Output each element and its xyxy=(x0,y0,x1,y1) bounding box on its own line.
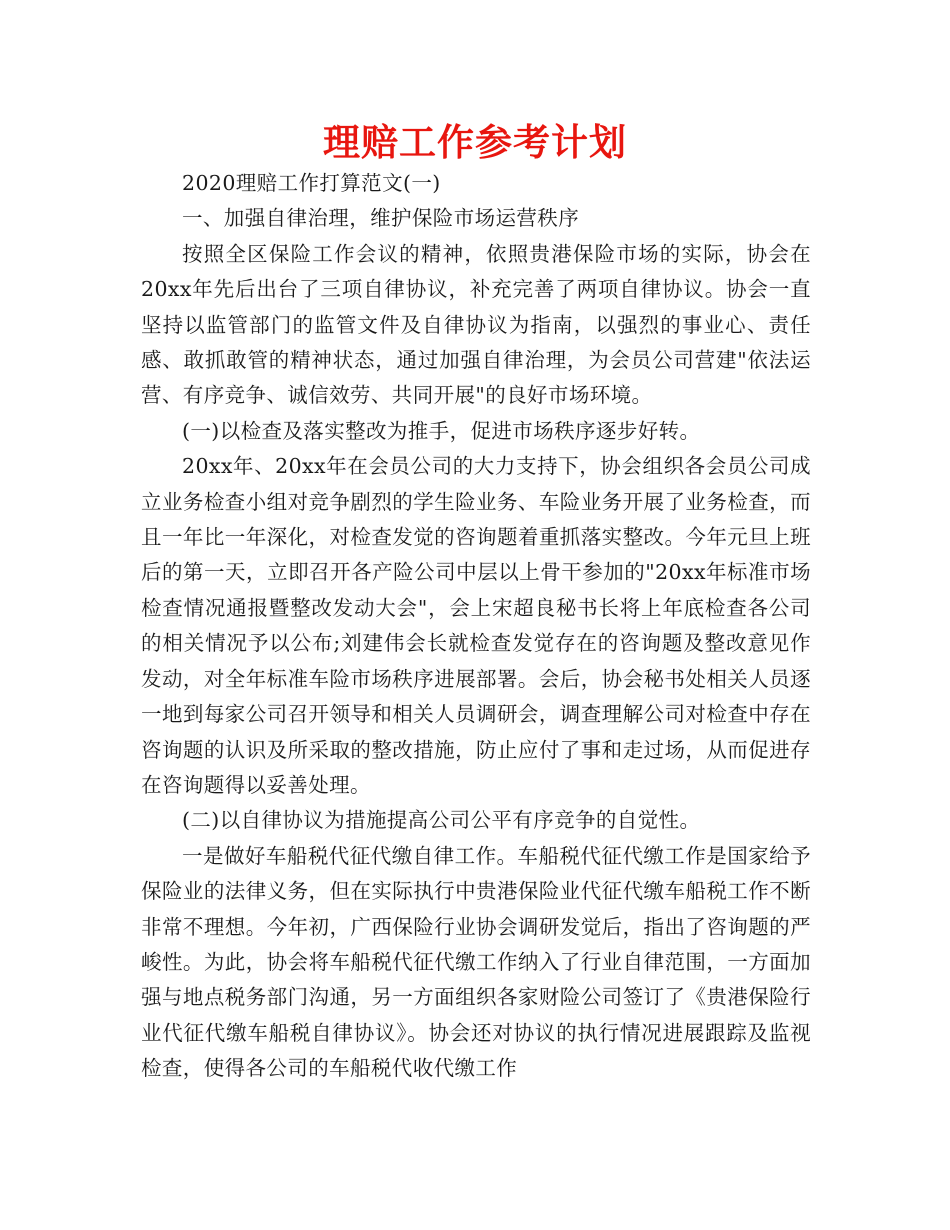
paragraph: 一是做好车船税代征代缴自律工作。车船税代征代缴工作是国家给予保险业的法律义务，但在实际执行中贵港保险业代征代缴车船税工作不断非常不理想。今年初，广西保险行业协会调研发觉后，指出了咨询题的严峻性。为此，协会将车船税代征代缴工作纳入了行业自律范围，一方面加强与地点税务部门沟通，另一方面组织各家财险公司签订了《贵港保险行业代征代缴车船税自律协议》。协会还对协议的执行情况进展跟踪及监视检查，使得各公司的车船税代收代缴工作 xyxy=(141,843,811,1081)
paragraph: 按照全区保险工作会议的精神，依照贵港保险市场的实际，协会在20xx年先后出台了三项自律协议，补充完善了两项自律协议。协会一直坚持以监管部门的监管文件及自律协议为指南，以强烈的事业心、责任感、敢抓敢管的精神状态，通过加强自律治理，为会员公司营建"依法运营、有序竞争、诚信效劳、共同开展"的良好市场环境。 xyxy=(141,241,811,408)
paragraph-subtitle: 2020理赔工作打算范文(一) xyxy=(182,171,441,195)
paragraph-section-heading: 一、加强自律治理，维护保险市场运营秩序 xyxy=(182,206,580,231)
paragraph-subheading: (二)以自律协议为措施提高公司公平有序竞争的自觉性。 xyxy=(182,808,701,833)
paragraph: 20xx年、20xx年在会员公司的大力支持下，协会组织各会员公司成立业务检查小组对竞争剧烈的学生险业务、车险业务开展了业务检查，而且一年比一年深化，对检查发觉的咨询题着重抓落实整改。今年元旦上班后的第一天，立即召开各产险公司中层以上骨干参加的"20xx年标准市场检查情况通报暨整改发动大会"，会上宋超良秘书长将上年底检查各公司的相关情况予以公布;刘建伟会长就检查发觉存在的咨询题及整改意见作发动，对全年标准车险市场秩序进展部署。会后，协会秘书处相关人员逐一地到每家公司召开领导和相关人员调研会，调查理解公司对检查中存在咨询题的认识及所采取的整改措施，防止应付了事和走过场，从而促进存在咨询题得以妥善处理。 xyxy=(141,454,811,797)
document-title: 理赔工作参考计划 xyxy=(323,121,627,164)
document-body xyxy=(141,166,811,1087)
paragraph-subheading: (一)以检查及落实整改为推手，促进市场秩序逐步好转。 xyxy=(182,418,701,443)
